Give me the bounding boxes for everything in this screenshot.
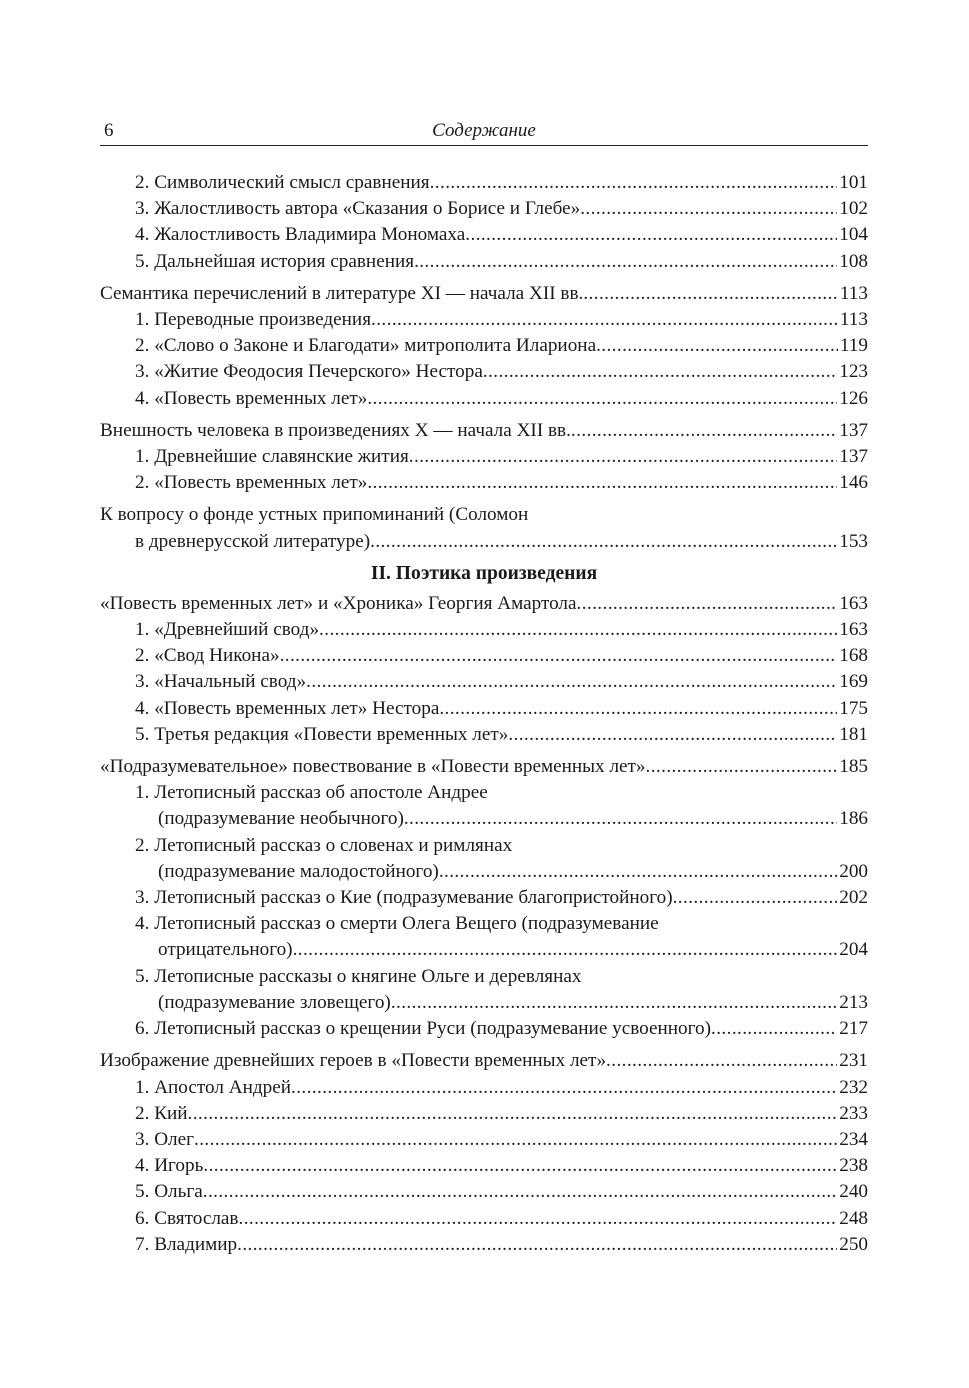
toc-section-entry (100, 722, 868, 748)
toc-entry-title: (подразумевание необычного) (158, 808, 404, 830)
dot-leader (580, 196, 837, 222)
toc-entry-page: 248 (839, 1207, 868, 1229)
part-heading: II. Поэтика произведения (370, 562, 598, 584)
toc-entry-page: 169 (839, 671, 868, 693)
toc-entry-title: 2. Кий (135, 1102, 188, 1124)
dot-leader (596, 333, 838, 359)
dot-leader (606, 1048, 837, 1074)
toc-section-entry (100, 249, 868, 275)
dot-leader (439, 696, 837, 722)
toc-entry-title: 6. Святослав (135, 1207, 239, 1229)
dot-leader (194, 1127, 837, 1153)
toc-entry (100, 529, 868, 555)
dot-leader (673, 885, 838, 911)
toc-entry-title: 1. Древнейшие славянские жития (135, 446, 409, 468)
toc-entry-page: 101 (839, 172, 868, 193)
dot-leader (203, 1153, 837, 1179)
toc-entry-title-line: К вопросу о фонде устных припоминаний (Соломон (100, 504, 529, 526)
toc-entry-page: 163 (839, 592, 868, 614)
toc-entry-page: 200 (839, 860, 868, 882)
toc-entry (100, 1016, 868, 1042)
toc-section-entry (100, 1206, 868, 1232)
dot-leader (203, 1179, 837, 1205)
toc-entry-title-line: 1. Летописный рассказ об апостоле Андрее (135, 782, 488, 804)
toc-entry-page: 250 (839, 1233, 868, 1255)
toc-section-entry (100, 1232, 868, 1258)
toc-entry-page: 108 (839, 250, 868, 272)
dot-leader (367, 386, 837, 412)
table-of-contents (100, 170, 868, 1258)
dot-leader (370, 529, 837, 555)
toc-section-c (100, 591, 868, 780)
toc-chapter-entry (100, 754, 868, 780)
dot-leader (646, 754, 838, 780)
toc-entry-title: 6. Летописный рассказ о крещении Руси (подразумевание усвоенного) (135, 1018, 712, 1040)
toc-entry-page: 181 (839, 723, 868, 745)
toc-entry (100, 885, 868, 911)
toc-entry-title: 3. «Житие Феодосия Печерского» Нестора (135, 361, 483, 383)
dot-leader (280, 643, 838, 669)
dot-leader (409, 444, 837, 470)
running-title: Содержание (432, 120, 536, 141)
toc-entry-page: 102 (839, 198, 868, 220)
dot-leader (483, 359, 837, 385)
toc-section-entry (100, 617, 868, 643)
toc-entry-title: (подразумевание малодостойного) (158, 860, 439, 882)
toc-entry-page: 168 (839, 645, 868, 667)
toc-entry-title: 4. Жалостливость Владимира Мономаха (135, 224, 466, 246)
dot-leader (293, 937, 838, 963)
dot-leader (465, 222, 837, 248)
page-number: 6 (104, 120, 114, 141)
toc-entry-title: 2. «Свод Никона» (135, 645, 280, 667)
toc-entry-page: 232 (839, 1076, 868, 1098)
toc-entry-title: 3. Летописный рассказ о Кие (подразумевание благопристойного) (135, 887, 673, 909)
toc-entry-page: 234 (839, 1128, 868, 1150)
toc-entry-title: 7. Владимир (135, 1233, 238, 1255)
dot-leader (577, 591, 838, 617)
dot-leader (508, 722, 837, 748)
toc-section-d (100, 780, 868, 1042)
toc-entry-title-line: 4. Летописный рассказ о смерти Олега Вещего (подразумевание (135, 913, 659, 935)
dot-leader (404, 806, 837, 832)
toc-entry-page: 217 (839, 1018, 868, 1040)
toc-entry-title: Внешность человека в произведениях X — начала XII вв. (100, 419, 571, 441)
toc-entry-title: 4. «Повесть временных лет» (135, 387, 368, 409)
toc-section-entry (100, 696, 868, 722)
dot-leader (291, 1075, 837, 1101)
toc-chapter-entry (100, 281, 868, 307)
toc-section-a (100, 170, 868, 496)
toc-entry-page: 119 (839, 335, 868, 357)
dot-leader (367, 470, 837, 496)
toc-entry-page: 175 (839, 697, 868, 719)
toc-entry-page: 186 (839, 808, 868, 830)
toc-entry-page: 137 (839, 419, 868, 441)
toc-entry (100, 990, 868, 1016)
toc-entry-title: в древнерусской литературе) (135, 530, 371, 552)
toc-section-entry (100, 1101, 868, 1127)
toc-entry-page: 123 (839, 361, 868, 383)
dot-leader (571, 418, 837, 444)
toc-entry-title: 3. Олег (135, 1128, 195, 1150)
toc-entry-title: Семантика перечислений в литературе XI — начала XII вв. (100, 282, 584, 304)
toc-entry-page: 163 (839, 619, 868, 641)
toc-entry-title: 4. «Повесть временных лет» Нестора (135, 697, 440, 719)
toc-section-entry (100, 1179, 868, 1205)
toc-section-e (100, 1048, 868, 1258)
toc-entry-page: 104 (839, 224, 868, 246)
dot-leader (239, 1206, 838, 1232)
toc-section-entry (100, 1075, 868, 1101)
toc-section-entry (100, 333, 868, 359)
dot-leader (391, 990, 837, 1016)
toc-entry-title-line: 2. Летописный рассказ о словенах и римлянах (135, 834, 513, 856)
toc-section-entry (100, 1153, 868, 1179)
toc-entry-title: 2. Символический смысл сравнения (135, 172, 430, 193)
toc-entry-title: 2. «Слово о Законе и Благодати» митрополита Илариона (135, 335, 597, 357)
toc-entry-title: 5. Ольга (135, 1181, 203, 1203)
toc-entry-title: 1. «Древнейший свод» (135, 619, 320, 641)
toc-chapter-entry (100, 1048, 868, 1074)
toc-entry-title: Изображение древнейших героев в «Повести временных лет» (100, 1050, 607, 1072)
toc-entry-page: 240 (839, 1181, 868, 1203)
toc-entry-page: 146 (839, 472, 868, 494)
toc-entry-page: 231 (839, 1050, 868, 1072)
toc-chapter-entry (100, 591, 868, 617)
toc-section-entry (100, 470, 868, 496)
toc-entry-title: (подразумевание зловещего) (158, 991, 391, 1013)
toc-entry-title: «Подразумевательное» повествование в «Повести временных лет» (100, 756, 646, 778)
book-page (100, 118, 868, 1258)
dot-leader (371, 307, 838, 333)
toc-chapter-entry (100, 418, 868, 444)
toc-section-entry (100, 222, 868, 248)
dot-leader (188, 1101, 838, 1127)
toc-section-entry (100, 1127, 868, 1153)
toc-entry-title: 4. Игорь (135, 1155, 204, 1177)
toc-entry-page: 137 (839, 446, 868, 468)
dot-leader (583, 281, 838, 307)
toc-entry-title: 5. Дальнейшая история сравнения (135, 250, 415, 272)
toc-section-entry (100, 359, 868, 385)
toc-entry-page: 238 (839, 1155, 868, 1177)
toc-section-entry (100, 307, 868, 333)
toc-section-entry (100, 170, 868, 196)
toc-entry-title: 3. Жалостливость автора «Сказания о Борисе и Глебе» (135, 198, 581, 220)
toc-section-entry (100, 196, 868, 222)
toc-entry-title: отрицательного) (158, 939, 293, 961)
dot-leader (430, 170, 838, 196)
dot-leader (439, 859, 837, 885)
toc-entry-title-line: 5. Летописные рассказы о княгине Ольге и деревлянах (135, 965, 582, 987)
toc-entry-title: 3. «Начальный свод» (135, 671, 307, 693)
toc-entry (100, 806, 868, 832)
toc-entry-page: 202 (839, 887, 868, 909)
dot-leader (414, 249, 837, 275)
toc-entry-page: 185 (839, 756, 868, 778)
toc-entry-page: 233 (839, 1102, 868, 1124)
toc-entry-title: «Повесть временных лет» и «Хроника» Георгия Амартола (100, 592, 577, 614)
toc-entry-title: 1. Переводные произведения (135, 309, 372, 331)
dot-leader (711, 1016, 837, 1042)
toc-section-entry (100, 669, 868, 695)
toc-entry-page: 213 (839, 991, 868, 1013)
dot-leader (306, 669, 837, 695)
toc-entry-page: 126 (839, 387, 868, 409)
toc-entry (100, 859, 868, 885)
dot-leader (237, 1232, 837, 1258)
toc-entry-title: 1. Апостол Андрей (135, 1076, 292, 1098)
toc-entry-page: 204 (839, 939, 868, 961)
toc-entry-page: 153 (839, 530, 868, 552)
toc-section-entry (100, 444, 868, 470)
toc-entry (100, 937, 868, 963)
toc-entry-title: 2. «Повесть временных лет» (135, 472, 368, 494)
page-header (100, 118, 868, 146)
toc-section-entry (100, 643, 868, 669)
toc-entry-title: 5. Третья редакция «Повести временных лет» (135, 723, 509, 745)
toc-entry-page: 113 (839, 282, 868, 304)
toc-entry-page: 113 (839, 309, 868, 331)
toc-section-entry (100, 386, 868, 412)
dot-leader (319, 617, 837, 643)
